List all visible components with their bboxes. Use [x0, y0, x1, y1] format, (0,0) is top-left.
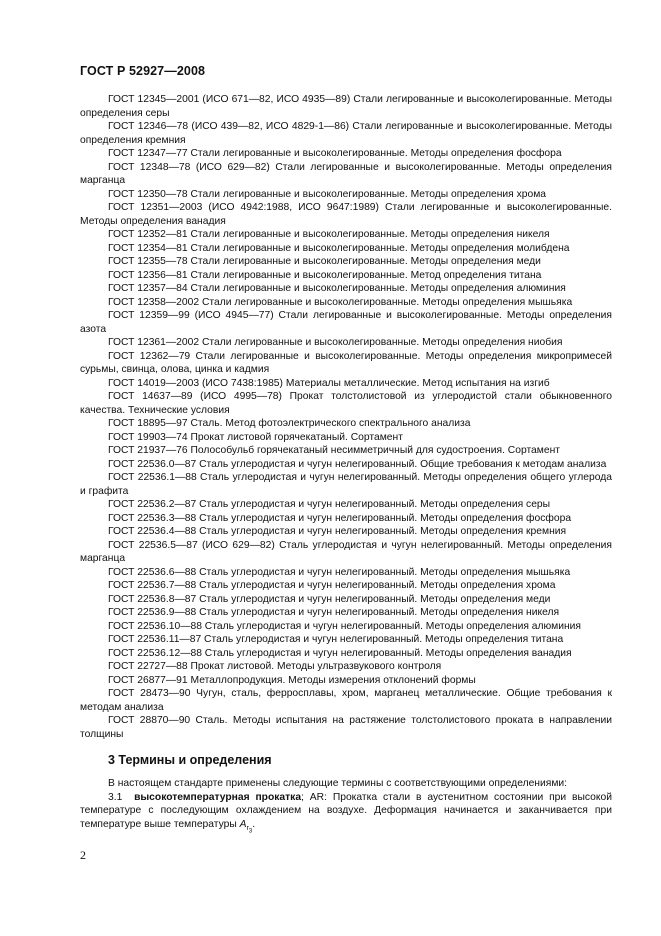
reference-item: ГОСТ 22536.12—88 Сталь углеродистая и чугун нелегированный. Методы определения ванадия [108, 647, 572, 659]
reference-item: ГОСТ 28870—90 Сталь. Методы испытания на растяжение толстолистового проката в направлении толщины [80, 715, 612, 740]
reference-item: ГОСТ 22536.1—88 Сталь углеродистая и чугун нелегированный. Методы определения общего углерода и графита [80, 472, 612, 497]
term-name: высокотемпературная прокатка [134, 791, 302, 803]
reference-item: ГОСТ 12352—81 Стали легированные и высоколегированные. Методы определения никеля [108, 229, 550, 240]
section-title: 3 Термины и определения [108, 753, 272, 767]
reference-item: ГОСТ 12358—2002 Стали легированные и высоколегированные. Методы определения мышьяка [108, 296, 573, 308]
reference-item: ГОСТ 14019—2003 (ИСО 7438:1985) Материалы металлические. Метод испытания на изгиб [108, 377, 550, 389]
reference-item: ГОСТ 12362—79 Стали легированные и высоколегированные. Методы определения микропримесей сурьмы, свинца, олова, цинка и кадмия [80, 350, 612, 375]
term-definition [80, 791, 612, 839]
reference-item: ГОСТ 22536.5—87 (ИСО 629—82) Сталь углеродистая и чугун нелегированный. Методы определения марганца [80, 539, 612, 564]
section-terms [80, 753, 612, 838]
section-intro: В настоящем стандарте применены следующие термины с соответствующими определениями: [108, 778, 568, 789]
temperature-symbol: A [239, 818, 247, 830]
reference-item: ГОСТ 22536.2—87 Сталь углеродистая и чугун нелегированный. Методы определения серы [108, 499, 551, 510]
reference-item: ГОСТ 22536.8—87 Сталь углеродистая и чугун нелегированный. Методы определения меди [108, 593, 551, 605]
reference-item: ГОСТ 22536.4—88 Сталь углеродистая и чугун нелегированный. Методы определения кремния [108, 526, 567, 537]
normative-references-list [80, 93, 612, 741]
reference-item: ГОСТ 12355—78 Стали легированные и высоколегированные. Методы определения меди [108, 256, 541, 267]
temperature-subsubscript: 3 [248, 827, 253, 834]
reference-item: ГОСТ 19903—74 Прокат листовой горячекатаный. Сортамент [108, 431, 403, 443]
reference-item: ГОСТ 26877—91 Металлопродукция. Методы измерения отклонений формы [108, 674, 476, 686]
reference-item: ГОСТ 22536.6—88 Сталь углеродистая и чугун нелегированный. Методы определения мышьяка [108, 566, 571, 578]
reference-item: ГОСТ 12361—2002 Стали легированные и высоколегированные. Методы определения ниобия [108, 337, 563, 348]
reference-item: ГОСТ 22536.11—87 Сталь углеродистая и чугун нелегированный. Методы определения титана [108, 634, 564, 645]
reference-item: ГОСТ 22536.3—88 Сталь углеродистая и чугун нелегированный. Методы определения фосфора [108, 512, 572, 524]
reference-item: ГОСТ 22727—88 Прокат листовой. Методы ультразвукового контроля [108, 661, 442, 672]
term-number: 3.1 [108, 791, 123, 803]
term-end: . [252, 818, 256, 830]
reference-item: ГОСТ 12357—84 Стали легированные и высоколегированные. Методы определения алюминия [108, 283, 566, 294]
page-number: 2 [80, 848, 86, 862]
reference-item: ГОСТ 22536.7—88 Сталь углеродистая и чугун нелегированный. Методы определения хрома [108, 580, 556, 591]
reference-item: ГОСТ 12345—2001 (ИСО 671—82, ИСО 4935—89) Стали легированные и высоколегированные. Методы определения серы [80, 94, 612, 119]
reference-item: ГОСТ 22536.0—87 Сталь углеродистая и чугун нелегированный. Общие требования к методам анализа [108, 458, 607, 470]
reference-item: ГОСТ 14637—89 (ИСО 4995—78) Прокат толстолистовой из углеродистой стали обыкновенного качества. Технические условия [80, 391, 612, 416]
reference-item: ГОСТ 28473—90 Чугун, сталь, ферросплавы, хром, марганец металлические. Общие требования к методам анализа [80, 688, 612, 713]
reference-item: ГОСТ 12346—78 (ИСО 439—82, ИСО 4829-1—86) Стали легированные и высоколегированные. Методы определения кремния [80, 121, 612, 146]
reference-item: ГОСТ 12354—81 Стали легированные и высоколегированные. Методы определения молибдена [108, 242, 570, 254]
temperature-subscript: r [246, 824, 249, 832]
reference-item: ГОСТ 22536.9—88 Сталь углеродистая и чугун нелегированный. Методы определения никеля [108, 607, 560, 618]
reference-item: ГОСТ 12347—77 Стали легированные и высоколегированные. Методы определения фосфора [108, 148, 562, 159]
reference-item: ГОСТ 12356—81 Стали легированные и высоколегированные. Метод определения титана [108, 269, 542, 281]
reference-item: ГОСТ 12348—78 (ИСО 629—82) Стали легированные и высоколегированные. Методы определения марганца [80, 161, 612, 186]
term-abbr: ; AR: [301, 791, 327, 803]
reference-item: ГОСТ 12359—99 (ИСО 4945—77) Стали легированные и высоколегированные. Методы определения азота [80, 310, 612, 335]
term-text: Прокатка стали в аустенитном состоянии при высокой температуре с последующим охлаждением на воздухе. Деформация начинается и заканчивается при температуре выше температуры [80, 791, 612, 830]
reference-item: ГОСТ 12350—78 Стали легированные и высоколегированные. Методы определения хрома [108, 188, 546, 200]
reference-item: ГОСТ 21937—76 Полособульб горячекатаный несимметричный для судостроения. Сортамент [108, 445, 560, 456]
reference-item: ГОСТ 22536.10—88 Сталь углеродистая и чугун нелегированный. Методы определения алюминия [108, 620, 581, 632]
reference-item: ГОСТ 12351—2003 (ИСО 4942:1988, ИСО 9647:1989) Стали легированные и высоколегированные. Методы определения ванадия [80, 202, 612, 227]
reference-item: ГОСТ 18895—97 Сталь. Метод фотоэлектрического спектрального анализа [108, 418, 471, 429]
document-header: ГОСТ Р 52927—2008 [80, 64, 206, 78]
